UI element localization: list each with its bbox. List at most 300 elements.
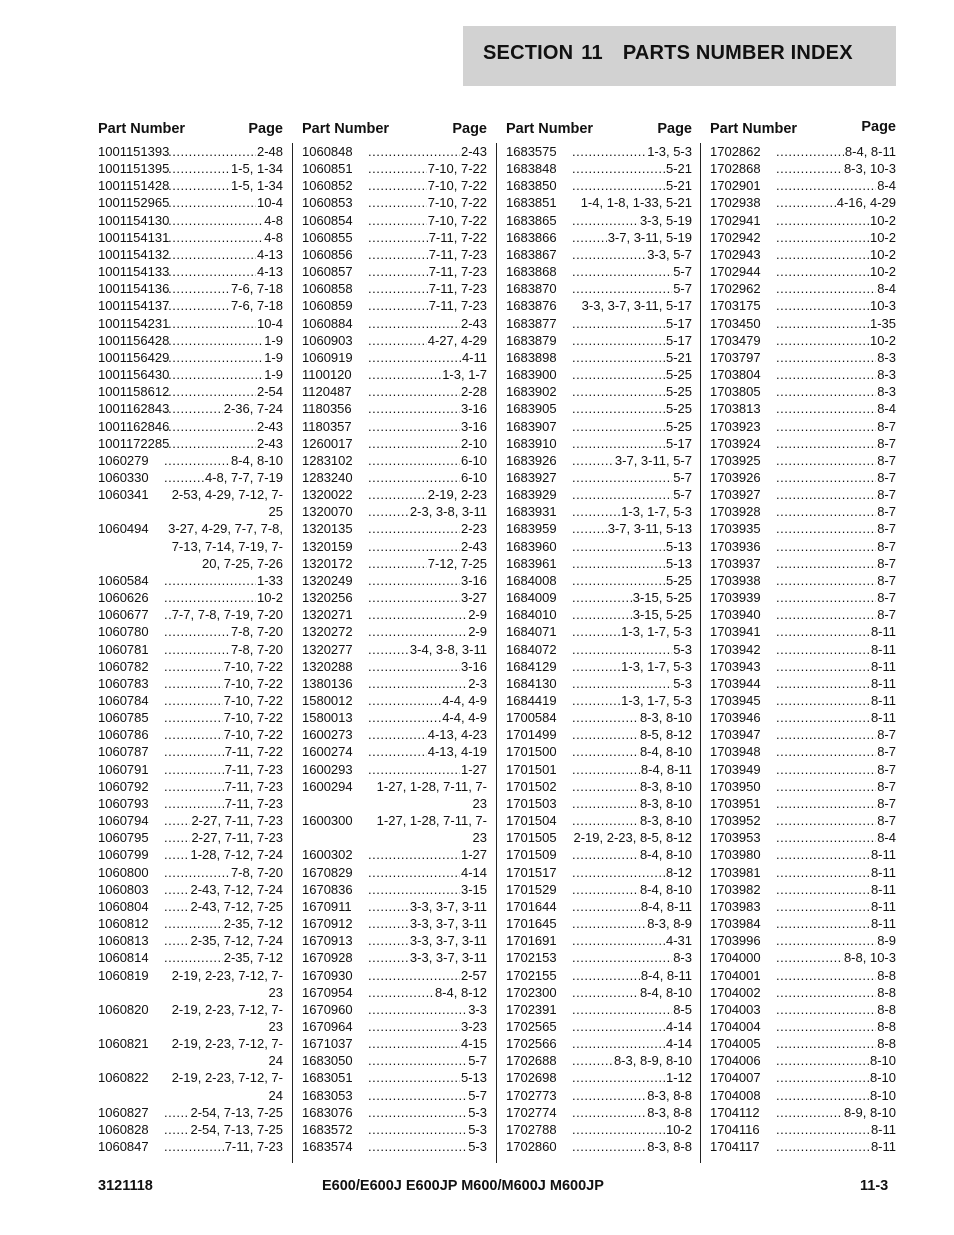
part-number: 1060827 bbox=[98, 1104, 149, 1120]
part-number: 1701499 bbox=[506, 727, 557, 743]
part-number: 1060858 bbox=[302, 281, 353, 297]
page-reference bbox=[774, 177, 896, 194]
index-entry bbox=[506, 349, 692, 366]
part-number: 1684008 bbox=[506, 572, 557, 588]
part-number: 1060677 bbox=[98, 607, 149, 623]
page-reference bbox=[774, 1087, 896, 1104]
page-reference-text: 2-19, 2-23, 7-12, 7-23 bbox=[162, 967, 283, 1001]
part-number: 1683900 bbox=[506, 367, 557, 383]
index-entry bbox=[302, 812, 487, 846]
page-reference-text: ..... 2-43, 7-12, 7-24 bbox=[190, 881, 283, 897]
page-reference bbox=[774, 829, 896, 846]
index-entry bbox=[98, 520, 283, 571]
part-number: 1683898 bbox=[506, 349, 557, 365]
page-reference-text: ..... 5-21 bbox=[665, 161, 692, 177]
page-reference bbox=[162, 589, 283, 606]
page-reference-text: ..... 4-31 bbox=[665, 933, 692, 949]
page-reference bbox=[570, 864, 692, 881]
page-reference-text: ..... 3-3, 5-7 bbox=[647, 246, 692, 262]
page-reference-text: ..... 4-14 bbox=[460, 864, 487, 880]
index-entry bbox=[302, 349, 487, 366]
part-number: 1701505 bbox=[506, 830, 557, 846]
index-entry bbox=[302, 280, 487, 297]
page-reference bbox=[366, 932, 487, 949]
part-number: 1060812 bbox=[98, 916, 149, 932]
part-number: 1703983 bbox=[710, 898, 761, 914]
part-number: 1060820 bbox=[98, 1001, 149, 1017]
page-reference-text: ..... 8-3, 8-8 bbox=[647, 1104, 692, 1120]
index-entry bbox=[710, 692, 896, 709]
part-number: 1001162846 bbox=[98, 418, 170, 434]
part-number: 1001162843 bbox=[98, 401, 170, 417]
page-reference bbox=[570, 503, 692, 520]
page-reference-text: ..... 5-17 bbox=[665, 315, 692, 331]
page-reference bbox=[774, 435, 896, 452]
page-reference bbox=[774, 263, 896, 280]
page-reference bbox=[570, 315, 692, 332]
index-entry bbox=[506, 881, 692, 898]
index-entry bbox=[506, 589, 692, 606]
header-part-number: Part Number bbox=[302, 121, 390, 137]
part-number: 1683876 bbox=[506, 298, 557, 314]
part-number: 1600300 bbox=[302, 813, 353, 829]
page-reference bbox=[570, 623, 692, 640]
page-reference-text: ..... 8-8 bbox=[877, 967, 896, 983]
part-number: 1683959 bbox=[506, 521, 557, 537]
page-reference-text: ..... 8-3, 8-10 bbox=[639, 795, 692, 811]
section-title: SECTION 11 PARTS NUMBER INDEX bbox=[483, 42, 853, 64]
column-header bbox=[506, 117, 692, 143]
part-number: 1704116 bbox=[710, 1121, 760, 1137]
index-entry bbox=[506, 280, 692, 297]
page-reference-text: ..... 5-13 bbox=[665, 555, 692, 571]
part-number: 1702773 bbox=[506, 1087, 557, 1103]
part-number: 1060903 bbox=[302, 332, 353, 348]
part-number: 1320022 bbox=[302, 487, 353, 503]
page-reference bbox=[570, 743, 692, 760]
page-reference bbox=[570, 538, 692, 555]
page-reference-text: ..... 8-7 bbox=[877, 607, 896, 623]
page-reference bbox=[366, 366, 487, 383]
part-number: 1670836 bbox=[302, 881, 353, 897]
part-number: 1001151393 bbox=[98, 144, 170, 159]
part-number: 1001172285 bbox=[98, 435, 170, 451]
column-header bbox=[302, 117, 487, 143]
part-number: 1060851 bbox=[302, 161, 353, 177]
part-number: 1702901 bbox=[710, 178, 761, 194]
part-number: 1683902 bbox=[506, 384, 557, 400]
index-entry bbox=[302, 898, 487, 915]
page-reference bbox=[570, 246, 692, 263]
page-reference-text: ..... 8-11 bbox=[870, 881, 896, 897]
page-reference bbox=[570, 812, 692, 829]
page-reference bbox=[774, 881, 896, 898]
part-number: 1001154133 bbox=[98, 264, 170, 280]
part-number: 1670954 bbox=[302, 984, 353, 1000]
page-reference bbox=[570, 1087, 692, 1104]
part-number: 1703804 bbox=[710, 367, 761, 383]
page-reference-text: ..... 7-10, 7-22 bbox=[223, 710, 283, 726]
index-entry bbox=[98, 332, 283, 349]
part-number: 1060279 bbox=[98, 452, 149, 468]
page-reference-text: ..... 7-10, 7-22 bbox=[427, 212, 487, 228]
page-reference bbox=[774, 1069, 896, 1086]
page-reference bbox=[774, 366, 896, 383]
page-reference-text: ..... 7-12, 7-25 bbox=[427, 555, 487, 571]
page-reference bbox=[162, 812, 283, 829]
part-number: 1683865 bbox=[506, 212, 557, 228]
part-number: 1702688 bbox=[506, 1053, 557, 1069]
page-reference-text: ..... 10-4 bbox=[256, 195, 283, 211]
part-number: 1703949 bbox=[710, 761, 761, 777]
page-reference bbox=[774, 194, 896, 211]
page-reference bbox=[774, 246, 896, 263]
index-entry bbox=[506, 829, 692, 846]
page-reference bbox=[774, 400, 896, 417]
part-number: 1703982 bbox=[710, 881, 761, 897]
index-entry bbox=[302, 1087, 487, 1104]
page-reference bbox=[774, 280, 896, 297]
page-reference-text: ..... 8-3, 8-8 bbox=[647, 1139, 692, 1155]
page-reference bbox=[366, 589, 487, 606]
index-entry bbox=[710, 898, 896, 915]
index-entry bbox=[506, 229, 692, 246]
part-number: 1060856 bbox=[302, 246, 353, 262]
page-reference bbox=[774, 949, 896, 966]
part-number: 1684072 bbox=[506, 641, 557, 657]
page-reference bbox=[570, 160, 692, 177]
part-number: 1320070 bbox=[302, 504, 353, 520]
index-entry bbox=[302, 469, 487, 486]
part-number: 1703924 bbox=[710, 435, 761, 451]
page-reference-text: ..... 3-3, 3-7, 3-11 bbox=[409, 933, 487, 949]
page-reference bbox=[366, 1138, 487, 1155]
page-reference-text: ..... 8-8 bbox=[877, 1036, 896, 1052]
part-number: 1001154137 bbox=[98, 298, 170, 314]
page-reference bbox=[366, 709, 487, 726]
page-reference-text: ..... 8-7 bbox=[877, 795, 896, 811]
page-reference bbox=[162, 143, 283, 160]
index-entry bbox=[98, 315, 283, 332]
index-entry bbox=[710, 641, 896, 658]
page-reference-text: ..... 5-13 bbox=[665, 538, 692, 554]
page-reference-text: ..... 5-7 bbox=[468, 1053, 487, 1069]
index-entry bbox=[302, 726, 487, 743]
index-entry bbox=[302, 658, 487, 675]
part-number: 1703935 bbox=[710, 521, 761, 537]
part-number: 1320271 bbox=[302, 607, 353, 623]
page-reference bbox=[570, 1104, 692, 1121]
page-reference bbox=[570, 641, 692, 658]
page-reference-text: ..... 10-4 bbox=[256, 315, 283, 331]
page-reference bbox=[570, 572, 692, 589]
index-entry bbox=[506, 418, 692, 435]
page-reference-text: ..... 8-3 bbox=[877, 367, 896, 383]
part-number: 1060787 bbox=[98, 744, 149, 760]
part-number: 1060854 bbox=[302, 212, 353, 228]
page-reference-text: ..... 8-11 bbox=[870, 1139, 896, 1155]
part-number: 1060855 bbox=[302, 229, 353, 245]
page-reference-text: ..... 2-10 bbox=[460, 435, 487, 451]
page-reference bbox=[774, 212, 896, 229]
index-entry bbox=[506, 1121, 692, 1138]
part-number: 1683050 bbox=[302, 1053, 353, 1069]
page-reference-text: ..... 2-35, 7-12 bbox=[223, 950, 283, 966]
page-reference bbox=[366, 469, 487, 486]
page-reference-text: ..... 7-8, 7-20 bbox=[230, 641, 283, 657]
index-entry bbox=[98, 864, 283, 881]
part-number: 1060341 bbox=[98, 487, 149, 503]
page-reference bbox=[570, 726, 692, 743]
part-number: 1180357 bbox=[302, 418, 352, 434]
index-entry bbox=[98, 898, 283, 915]
page-reference bbox=[366, 383, 487, 400]
part-number: 1703950 bbox=[710, 778, 761, 794]
part-number: 1320135 bbox=[302, 521, 353, 537]
page-reference-text: ..... 5-7 bbox=[673, 469, 692, 485]
index-entry bbox=[302, 143, 487, 160]
part-number: 1703939 bbox=[710, 590, 761, 606]
part-number: 1702300 bbox=[506, 984, 557, 1000]
index-entry bbox=[506, 297, 692, 314]
page-reference bbox=[366, 1069, 487, 1086]
index-entry bbox=[98, 658, 283, 675]
index-entry bbox=[302, 1104, 487, 1121]
index-entry bbox=[98, 435, 283, 452]
page-reference-text: 2-19, 2-23, 7-12, 7-24 bbox=[162, 1069, 283, 1103]
part-number: 1600293 bbox=[302, 761, 353, 777]
page-reference-text: ..... 8-3, 8-10 bbox=[639, 778, 692, 794]
index-entry bbox=[506, 1001, 692, 1018]
page-reference-text: ..... 8-4 bbox=[877, 401, 896, 417]
index-entry bbox=[710, 572, 896, 589]
index-entry bbox=[506, 538, 692, 555]
part-number: 1703926 bbox=[710, 469, 761, 485]
page-reference-text: ..... 2-48 bbox=[256, 144, 283, 159]
page-reference-text: ..... 8-4 bbox=[877, 281, 896, 297]
page-reference-text: ..... 8-11 bbox=[870, 916, 896, 932]
index-entry bbox=[98, 778, 283, 795]
page-reference bbox=[570, 555, 692, 572]
page-reference-text: ..... 8-7 bbox=[877, 778, 896, 794]
page-reference bbox=[774, 795, 896, 812]
page-reference bbox=[774, 160, 896, 177]
index-entry bbox=[98, 1069, 283, 1103]
header-part-number: Part Number bbox=[98, 121, 186, 137]
page-reference bbox=[162, 280, 283, 297]
page-reference bbox=[774, 984, 896, 1001]
part-number: 1600294 bbox=[302, 778, 353, 794]
page-reference-text: ..... 7-11, 7-23 bbox=[428, 298, 487, 314]
index-entry bbox=[302, 400, 487, 417]
page-reference-text: ..... 5-7 bbox=[673, 264, 692, 280]
index-entry bbox=[98, 194, 283, 211]
page-reference-text: ..... 8-10 bbox=[869, 1070, 896, 1086]
page-reference-text: ..... 1-3, 1-7, 5-3 bbox=[621, 693, 692, 708]
index-entry bbox=[710, 263, 896, 280]
page-reference-text: ..... 8-11 bbox=[870, 658, 896, 674]
index-entry bbox=[710, 229, 896, 246]
page-reference bbox=[366, 572, 487, 589]
page-reference bbox=[366, 623, 487, 640]
index-entry bbox=[710, 984, 896, 1001]
page-reference bbox=[570, 984, 692, 1001]
part-number: 1704006 bbox=[710, 1053, 761, 1069]
page-reference bbox=[366, 846, 487, 863]
page-reference bbox=[162, 212, 283, 229]
part-number: 1600302 bbox=[302, 847, 353, 863]
part-number: 1704002 bbox=[710, 984, 761, 1000]
part-number: 1703813 bbox=[710, 401, 761, 417]
part-number: 1703996 bbox=[710, 933, 761, 949]
page-reference-text: 2-19, 2-23, 7-12, 7-24 bbox=[162, 1035, 283, 1069]
index-entry bbox=[710, 915, 896, 932]
part-number: 1684129 bbox=[506, 658, 557, 674]
part-number: 1703946 bbox=[710, 710, 761, 726]
part-number: 1001158612 bbox=[98, 384, 170, 400]
index-entry bbox=[302, 761, 487, 778]
footer-page-number: 11-3 bbox=[860, 1178, 889, 1194]
page-reference-text: ..... 8-3 bbox=[673, 950, 692, 966]
page-reference-text: ..... 5-21 bbox=[665, 349, 692, 365]
index-entry bbox=[302, 1052, 487, 1069]
page-reference bbox=[774, 469, 896, 486]
page-reference-text: ..... 4-13 bbox=[256, 246, 283, 262]
index-entry bbox=[710, 143, 896, 160]
part-number: 1703981 bbox=[710, 864, 761, 880]
page-reference-text: ..... 2-19, 2-23 bbox=[427, 487, 487, 503]
page-reference bbox=[366, 1052, 487, 1069]
index-entry bbox=[710, 332, 896, 349]
index-entry bbox=[506, 761, 692, 778]
part-number: 1060584 bbox=[98, 572, 149, 588]
page-reference bbox=[162, 846, 283, 863]
page-reference bbox=[570, 1121, 692, 1138]
page-reference bbox=[366, 229, 487, 246]
part-number: 1703952 bbox=[710, 813, 761, 829]
index-entry bbox=[302, 520, 487, 537]
index-entry bbox=[710, 418, 896, 435]
page-reference bbox=[162, 263, 283, 280]
page-reference-text: ..... 1-3, 1-7, 5-3 bbox=[621, 504, 692, 520]
part-number: 1683931 bbox=[506, 504, 557, 520]
page-reference-text: ..... 2-43 bbox=[460, 315, 487, 331]
index-entry bbox=[506, 503, 692, 520]
page-reference-text: ..... 4-13, 4-23 bbox=[427, 727, 487, 743]
page-reference-text: ..... 8-7 bbox=[877, 744, 896, 760]
page-reference-text: ..... 10-3 bbox=[869, 298, 896, 314]
part-number: 1060821 bbox=[98, 1036, 149, 1052]
part-number: 1701500 bbox=[506, 744, 557, 760]
page-reference-text: 1-27, 1-28, 7-11, 7-23 bbox=[366, 778, 487, 812]
index-entry bbox=[506, 383, 692, 400]
page-reference-text: ..... 5-13 bbox=[460, 1070, 487, 1086]
page-reference-text: ..... 8-7 bbox=[877, 504, 896, 520]
page-reference bbox=[162, 452, 283, 469]
page-reference bbox=[366, 263, 487, 280]
index-entry bbox=[506, 743, 692, 760]
page-reference bbox=[366, 881, 487, 898]
section-banner bbox=[463, 26, 896, 86]
index-entry bbox=[302, 967, 487, 984]
page-reference-text: 3-27, 4-29, 7-7, 7-8, 7-13, 7-14, 7-19, 7-20, 7-25, 7-26 bbox=[162, 520, 283, 571]
column-divider bbox=[496, 143, 497, 1163]
index-entry bbox=[710, 160, 896, 177]
part-number: 1320277 bbox=[302, 641, 353, 657]
index-column-1 bbox=[98, 117, 283, 1155]
part-number: 1683879 bbox=[506, 332, 557, 348]
part-number: 1671037 bbox=[302, 1036, 353, 1052]
page-reference-text: ..... 8-7 bbox=[877, 727, 896, 743]
index-entry bbox=[98, 297, 283, 314]
index-entry bbox=[710, 1035, 896, 1052]
page-reference-text: ..... 8-8 bbox=[877, 1001, 896, 1017]
part-number: 1703940 bbox=[710, 607, 761, 623]
page-reference bbox=[366, 726, 487, 743]
part-number: 1060804 bbox=[98, 898, 149, 914]
page-reference bbox=[162, 967, 283, 1001]
part-number: 1703944 bbox=[710, 675, 761, 691]
part-number: 1703936 bbox=[710, 538, 761, 554]
page-reference-text: ..... 5-21 bbox=[665, 178, 692, 194]
part-number: 1683574 bbox=[302, 1139, 353, 1155]
page-reference-text: 1-27, 1-28, 7-11, 7-23 bbox=[366, 812, 487, 846]
page-reference-text: ..... 8-11 bbox=[870, 693, 896, 708]
page-reference-text: ..... 2-3 bbox=[468, 675, 487, 691]
part-number: 1120487 bbox=[302, 384, 352, 400]
part-number: 1283240 bbox=[302, 469, 353, 485]
page-reference bbox=[570, 915, 692, 932]
page-reference-text: ..... 8-11 bbox=[870, 864, 896, 880]
part-number: 1683053 bbox=[302, 1087, 353, 1103]
index-entry bbox=[98, 846, 283, 863]
index-entry bbox=[506, 1018, 692, 1035]
page-reference bbox=[570, 1069, 692, 1086]
page-reference-text: ..... 7-11, 7-23 bbox=[428, 281, 487, 297]
page-reference-text: ..... 8-4, 8-11 bbox=[640, 967, 692, 983]
index-entry bbox=[98, 709, 283, 726]
page-reference bbox=[774, 709, 896, 726]
page-reference bbox=[162, 692, 283, 709]
index-entry bbox=[98, 229, 283, 246]
part-number: 1704008 bbox=[710, 1087, 761, 1103]
page-reference-text: ..... 1-5, 1-34 bbox=[230, 161, 283, 177]
page-reference bbox=[162, 246, 283, 263]
part-number: 1670913 bbox=[302, 933, 353, 949]
part-number: 1600273 bbox=[302, 727, 353, 743]
page-reference bbox=[366, 743, 487, 760]
index-entry bbox=[506, 915, 692, 932]
part-number: 1001151395 bbox=[98, 161, 170, 177]
part-number: 1060792 bbox=[98, 778, 149, 794]
part-number: 1702391 bbox=[506, 1001, 557, 1017]
index-entry bbox=[98, 280, 283, 297]
index-entry bbox=[710, 1069, 896, 1086]
part-number: 1060813 bbox=[98, 933, 149, 949]
part-number: 1702943 bbox=[710, 246, 761, 262]
page-reference bbox=[162, 315, 283, 332]
page-reference bbox=[366, 452, 487, 469]
index-column-3 bbox=[506, 117, 692, 1155]
page-reference bbox=[774, 967, 896, 984]
page-reference-text: ..... 2-43, 7-12, 7-25 bbox=[190, 898, 283, 914]
part-number: 1702860 bbox=[506, 1139, 557, 1155]
index-entry bbox=[506, 160, 692, 177]
page-reference bbox=[774, 520, 896, 537]
part-number: 1060794 bbox=[98, 813, 149, 829]
index-entry bbox=[302, 692, 487, 709]
index-entry bbox=[302, 452, 487, 469]
